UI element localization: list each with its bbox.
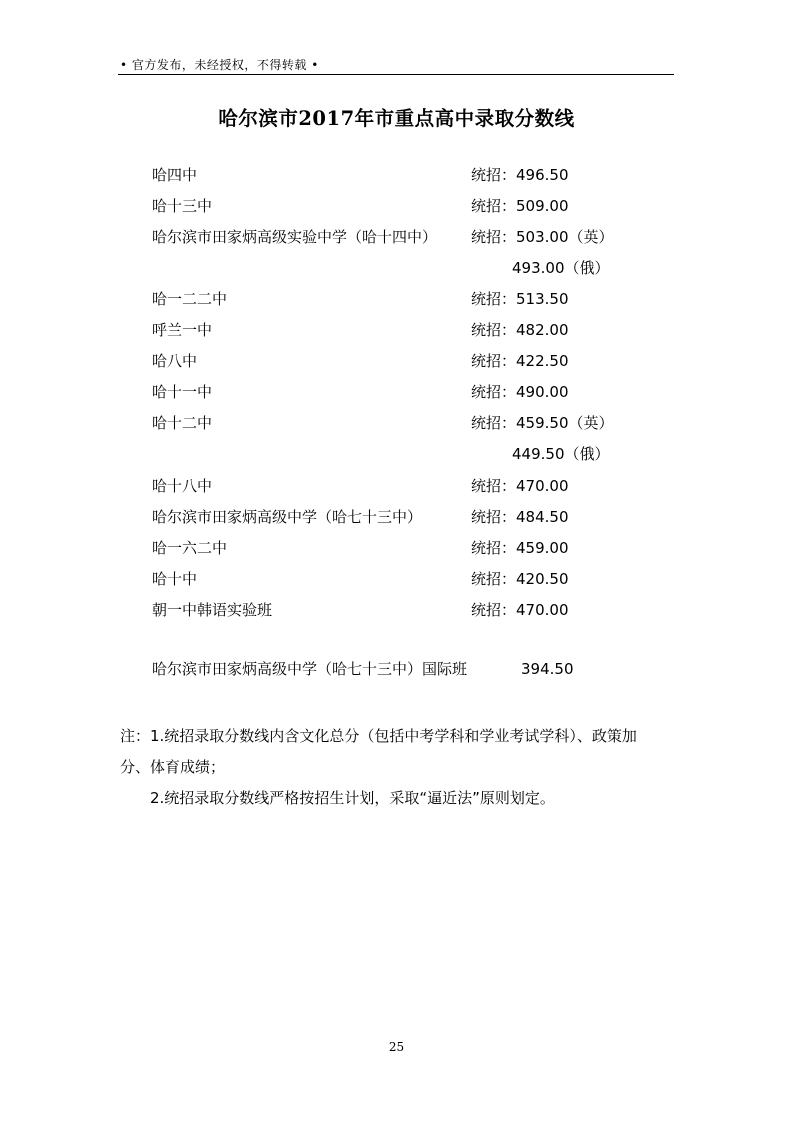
note-line-3: 2.统招录取分数线严格按招生计划，采取“逼近法”原则划定。: [150, 789, 555, 807]
international-class-name: 哈尔滨市田家炳高级中学（哈七十三中）国际班: [152, 660, 468, 678]
score-value: 统招：459.00: [471, 539, 569, 557]
page-number: 25: [388, 1040, 405, 1054]
school-name: 呼兰一中: [152, 321, 213, 339]
score-value: 统招：513.50: [471, 290, 569, 308]
note-line-1: 注：1.统招录取分数线内含文化总分（包括中考学科和学业考试学科）、政策加: [120, 727, 637, 745]
school-name: 哈十一中: [152, 383, 213, 401]
school-name: 哈十二中: [152, 414, 213, 432]
score-value: 统招：459.50（英）: [471, 414, 614, 432]
score-value: 统招：420.50: [471, 570, 569, 588]
school-name: 哈十八中: [152, 477, 213, 495]
score-value: 统招：496.50: [471, 166, 569, 184]
school-name: 朝一中韩语实验班: [152, 601, 273, 619]
school-name: 哈十三中: [152, 197, 213, 215]
school-name: 哈十中: [152, 570, 198, 588]
school-name: 哈一二二中: [152, 290, 228, 308]
score-value: 统招：490.00: [471, 383, 569, 401]
score-value: 统招：422.50: [471, 352, 569, 370]
international-class-score: 394.50: [521, 660, 574, 678]
score-value-russian: 449.50（俄）: [512, 445, 610, 463]
note-line-2: 分、体育成绩；: [120, 758, 226, 776]
school-name: 哈四中: [152, 166, 198, 184]
score-value: 统招：470.00: [471, 477, 569, 495]
score-value: 统招：484.50: [471, 508, 569, 526]
school-name: 哈尔滨市田家炳高级中学（哈七十三中）: [152, 508, 423, 526]
school-name: 哈一六二中: [152, 539, 228, 557]
score-value-russian: 493.00（俄）: [512, 259, 610, 277]
school-name: 哈八中: [152, 352, 198, 370]
score-value: 统招：482.00: [471, 321, 569, 339]
score-value: 统招：503.00（英）: [471, 228, 614, 246]
school-name: 哈尔滨市田家炳高级实验中学（哈十四中）: [152, 228, 438, 246]
page-title: 哈尔滨市2017年市重点高中录取分数线: [218, 107, 575, 130]
score-value: 统招：509.00: [471, 197, 569, 215]
score-value: 统招：470.00: [471, 601, 569, 619]
header-note: • 官方发布，未经授权，不得转载 •: [120, 58, 319, 72]
